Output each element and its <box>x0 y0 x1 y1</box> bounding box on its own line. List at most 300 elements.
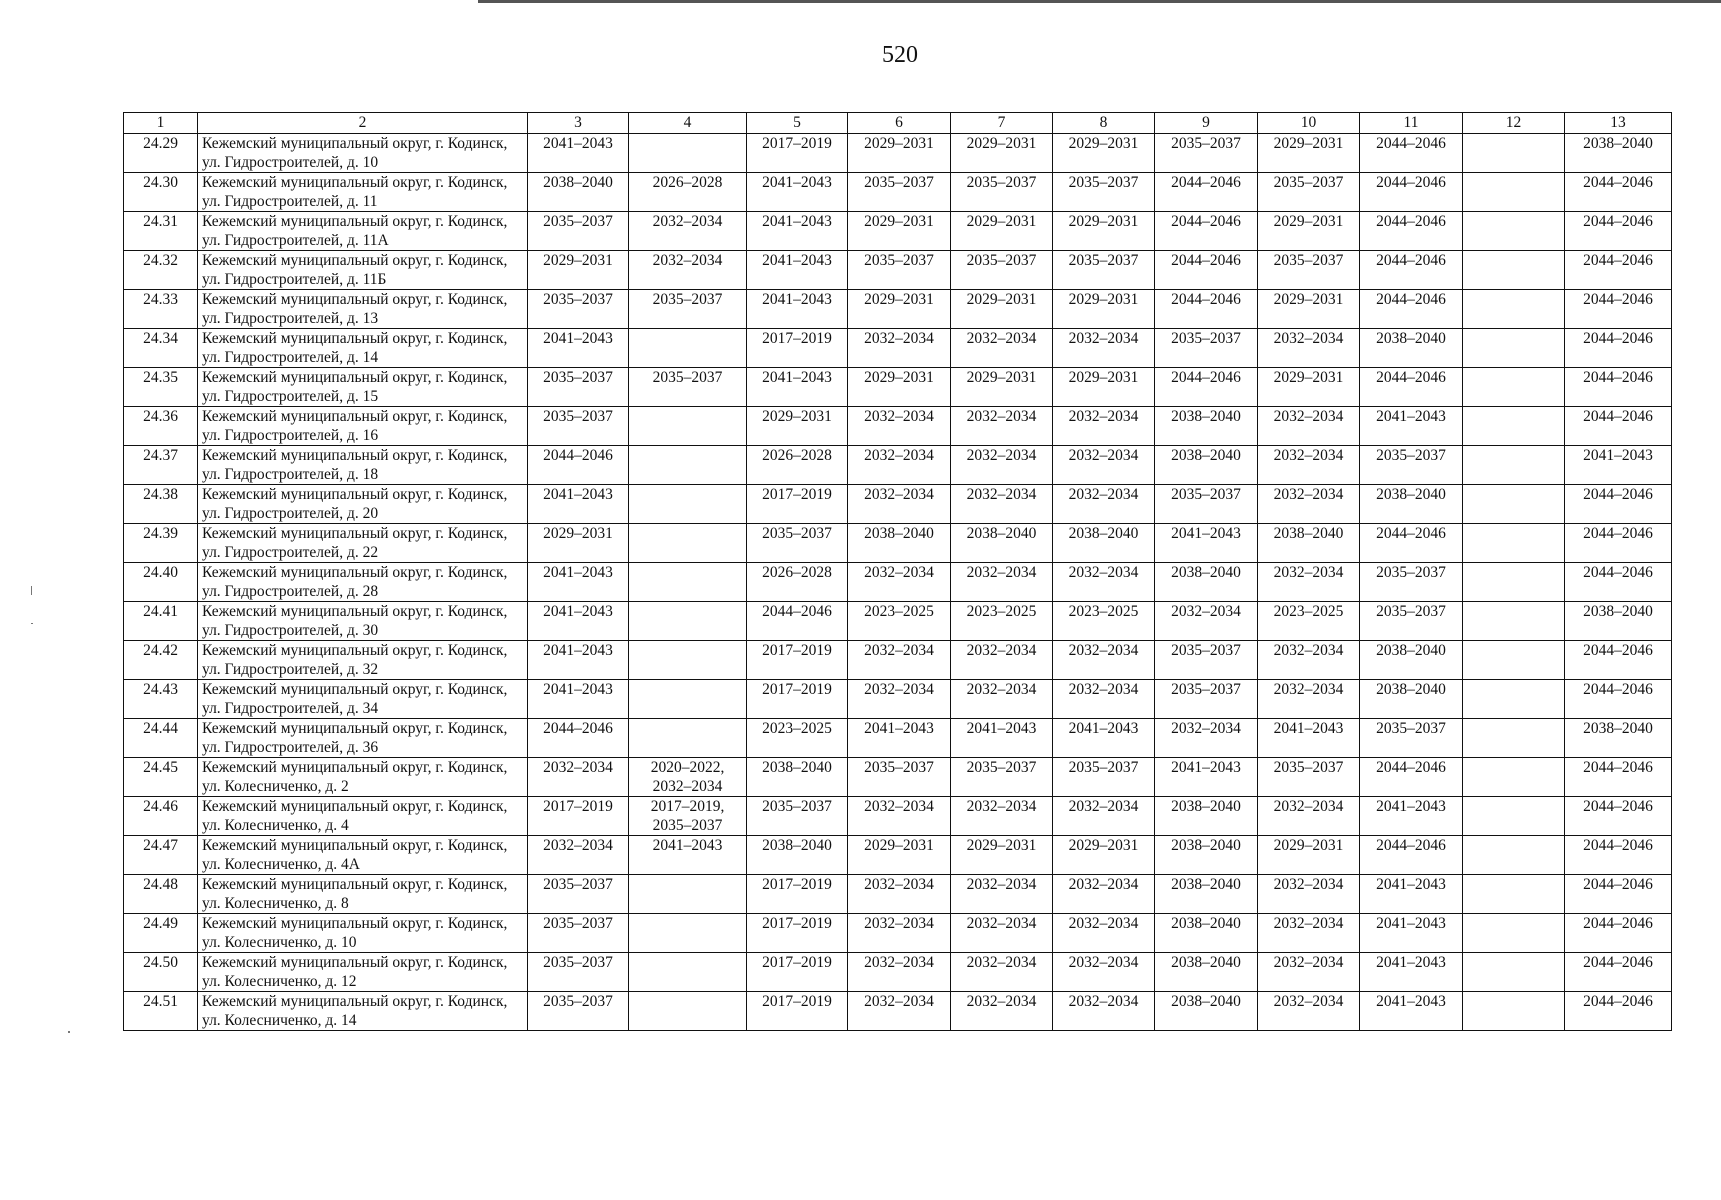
period-cell-col-12 <box>1463 251 1565 290</box>
period-cell-col-6: 2032–2034 <box>848 680 951 719</box>
period-cell-col-9: 2035–2037 <box>1155 485 1258 524</box>
period-cell-col-4 <box>629 446 747 485</box>
period-cell-col-13: 2044–2046 <box>1565 953 1672 992</box>
period-cell-col-13: 2044–2046 <box>1565 368 1672 407</box>
address-cell <box>198 173 528 212</box>
period-cell-col-8: 2035–2037 <box>1053 758 1155 797</box>
period-cell-col-11: 2038–2040 <box>1360 641 1463 680</box>
table-row <box>124 758 1672 797</box>
row-number: 24.33 <box>124 290 198 329</box>
address-cell <box>198 992 528 1031</box>
row-number: 24.29 <box>124 134 198 173</box>
period-cell-col-6: 2029–2031 <box>848 290 951 329</box>
period-cell-col-6: 2032–2034 <box>848 992 951 1031</box>
period-cell-col-12 <box>1463 680 1565 719</box>
period-cell-col-6: 2023–2025 <box>848 602 951 641</box>
period-cell-col-10: 2032–2034 <box>1258 485 1360 524</box>
address-line-1: Кежемский муниципальный округ, г. Кодинск, <box>202 291 508 308</box>
period-cell-col-13: 2044–2046 <box>1565 251 1672 290</box>
period-cell-col-3: 2041–2043 <box>528 641 629 680</box>
column-number-row <box>124 113 1672 134</box>
period-cell-col-3: 2035–2037 <box>528 407 629 446</box>
address-line-2: ул. Гидростроителей, д. 36 <box>202 739 379 756</box>
period-cell-col-11: 2038–2040 <box>1360 485 1463 524</box>
period-cell-col-10: 2035–2037 <box>1258 758 1360 797</box>
address-line-2: ул. Гидростроителей, д. 30 <box>202 622 379 639</box>
period-cell-col-8: 2029–2031 <box>1053 212 1155 251</box>
row-number: 24.49 <box>124 914 198 953</box>
period-cell-col-12 <box>1463 914 1565 953</box>
address-line-1: Кежемский муниципальный округ, г. Кодинск, <box>202 330 508 347</box>
period-cell-col-8: 2035–2037 <box>1053 173 1155 212</box>
period-cell-col-6: 2029–2031 <box>848 368 951 407</box>
address-cell <box>198 602 528 641</box>
address-line-1: Кежемский муниципальный округ, г. Кодинск, <box>202 486 508 503</box>
period-cell-col-7: 2029–2031 <box>951 368 1053 407</box>
period-cell-col-12 <box>1463 329 1565 368</box>
period-cell-col-7: 2032–2034 <box>951 641 1053 680</box>
address-line-2: ул. Гидростроителей, д. 32 <box>202 661 379 678</box>
period-line: 2020–2022, <box>650 759 725 776</box>
period-cell-col-6: 2035–2037 <box>848 758 951 797</box>
period-cell-col-11: 2035–2037 <box>1360 446 1463 485</box>
period-cell-col-5: 2041–2043 <box>747 173 848 212</box>
address-cell <box>198 407 528 446</box>
period-cell-col-8: 2032–2034 <box>1053 992 1155 1031</box>
period-cell-col-4 <box>629 329 747 368</box>
period-cell-col-8: 2038–2040 <box>1053 524 1155 563</box>
period-cell-col-4 <box>629 719 747 758</box>
period-cell-col-12 <box>1463 368 1565 407</box>
period-cell-col-13: 2044–2046 <box>1565 524 1672 563</box>
period-line: 2017–2019, <box>650 798 725 815</box>
period-cell-col-10: 2029–2031 <box>1258 368 1360 407</box>
period-cell-col-13: 2044–2046 <box>1565 173 1672 212</box>
period-cell-col-8: 2032–2034 <box>1053 875 1155 914</box>
column-header-13: 13 <box>1565 113 1672 134</box>
period-cell-col-5: 2017–2019 <box>747 329 848 368</box>
period-cell-col-13: 2044–2046 <box>1565 407 1672 446</box>
address-line-2: ул. Гидростроителей, д. 13 <box>202 310 379 327</box>
period-cell-col-10: 2032–2034 <box>1258 953 1360 992</box>
period-cell-col-12 <box>1463 719 1565 758</box>
data-table <box>123 112 1672 1031</box>
period-cell-col-9: 2041–2043 <box>1155 758 1258 797</box>
address-line-1: Кежемский муниципальный округ, г. Кодинск, <box>202 174 508 191</box>
address-line-2: ул. Колесниченко, д. 12 <box>202 973 357 990</box>
period-cell-col-13: 2044–2046 <box>1565 797 1672 836</box>
period-cell-col-6: 2032–2034 <box>848 875 951 914</box>
table-row <box>124 836 1672 875</box>
period-cell-col-4 <box>629 407 747 446</box>
period-cell-col-7: 2032–2034 <box>951 914 1053 953</box>
period-cell-col-6: 2038–2040 <box>848 524 951 563</box>
period-cell-col-9: 2038–2040 <box>1155 836 1258 875</box>
period-cell-col-9: 2032–2034 <box>1155 719 1258 758</box>
period-cell-col-13: 2044–2046 <box>1565 680 1672 719</box>
period-cell-col-12 <box>1463 602 1565 641</box>
scan-mark <box>31 623 33 624</box>
address-line-2: ул. Гидростроителей, д. 22 <box>202 544 379 561</box>
period-cell-col-12 <box>1463 875 1565 914</box>
period-cell-col-10: 2032–2034 <box>1258 992 1360 1031</box>
period-cell-col-12 <box>1463 953 1565 992</box>
period-cell-col-5: 2041–2043 <box>747 368 848 407</box>
row-number: 24.37 <box>124 446 198 485</box>
period-cell-col-6: 2032–2034 <box>848 641 951 680</box>
period-cell-col-3: 2017–2019 <box>528 797 629 836</box>
period-cell-col-10: 2035–2037 <box>1258 251 1360 290</box>
period-cell-col-11: 2035–2037 <box>1360 602 1463 641</box>
address-line-2: ул. Гидростроителей, д. 10 <box>202 154 379 171</box>
period-cell-col-5: 2026–2028 <box>747 446 848 485</box>
period-cell-col-3: 2035–2037 <box>528 290 629 329</box>
period-cell-col-11: 2044–2046 <box>1360 290 1463 329</box>
period-cell-col-6: 2029–2031 <box>848 836 951 875</box>
table-row <box>124 173 1672 212</box>
period-cell-col-5: 2023–2025 <box>747 719 848 758</box>
period-cell-col-6: 2032–2034 <box>848 485 951 524</box>
period-cell-col-9: 2044–2046 <box>1155 368 1258 407</box>
period-cell-col-7: 2029–2031 <box>951 212 1053 251</box>
period-cell-col-10: 2032–2034 <box>1258 563 1360 602</box>
address-line-1: Кежемский муниципальный округ, г. Кодинск, <box>202 993 508 1010</box>
period-cell-col-6: 2032–2034 <box>848 407 951 446</box>
address-cell <box>198 290 528 329</box>
column-header-1: 1 <box>124 113 198 134</box>
period-cell-col-12 <box>1463 212 1565 251</box>
period-cell-col-11: 2038–2040 <box>1360 680 1463 719</box>
period-cell-col-13: 2044–2046 <box>1565 485 1672 524</box>
period-cell-col-3: 2029–2031 <box>528 524 629 563</box>
period-cell-col-3: 2041–2043 <box>528 602 629 641</box>
period-cell-col-5: 2017–2019 <box>747 134 848 173</box>
period-cell-col-3: 2044–2046 <box>528 446 629 485</box>
table-row <box>124 875 1672 914</box>
address-line-2: ул. Колесниченко, д. 4А <box>202 856 360 873</box>
column-header-10: 10 <box>1258 113 1360 134</box>
row-number: 24.41 <box>124 602 198 641</box>
period-cell-col-7: 2032–2034 <box>951 875 1053 914</box>
address-cell <box>198 797 528 836</box>
period-cell-col-7: 2041–2043 <box>951 719 1053 758</box>
period-cell-col-8: 2032–2034 <box>1053 329 1155 368</box>
table-row <box>124 914 1672 953</box>
period-cell-col-6: 2032–2034 <box>848 914 951 953</box>
period-cell-col-3: 2041–2043 <box>528 329 629 368</box>
address-line-2: ул. Колесниченко, д. 10 <box>202 934 357 951</box>
period-cell-col-5: 2044–2046 <box>747 602 848 641</box>
table-row <box>124 407 1672 446</box>
period-cell-col-11: 2041–2043 <box>1360 992 1463 1031</box>
period-cell-col-9: 2035–2037 <box>1155 134 1258 173</box>
period-cell-col-3: 2041–2043 <box>528 563 629 602</box>
column-header-6: 6 <box>848 113 951 134</box>
period-cell-col-12 <box>1463 485 1565 524</box>
period-cell-col-4 <box>629 914 747 953</box>
address-line-2: ул. Гидростроителей, д. 11Б <box>202 271 387 288</box>
period-cell-col-11: 2041–2043 <box>1360 953 1463 992</box>
address-cell <box>198 641 528 680</box>
period-cell-col-11: 2038–2040 <box>1360 329 1463 368</box>
period-cell-col-8: 2032–2034 <box>1053 914 1155 953</box>
address-line-2: ул. Гидростроителей, д. 14 <box>202 349 379 366</box>
period-cell-col-10: 2029–2031 <box>1258 212 1360 251</box>
address-line-2: ул. Гидростроителей, д. 11А <box>202 232 389 249</box>
period-cell-col-11: 2044–2046 <box>1360 251 1463 290</box>
period-cell-col-5: 2017–2019 <box>747 680 848 719</box>
period-cell-col-11: 2044–2046 <box>1360 173 1463 212</box>
period-cell-col-10: 2041–2043 <box>1258 719 1360 758</box>
period-cell-col-5: 2029–2031 <box>747 407 848 446</box>
period-cell-col-12 <box>1463 290 1565 329</box>
period-cell-col-7: 2029–2031 <box>951 134 1053 173</box>
period-cell-col-4 <box>629 134 747 173</box>
period-cell-col-10: 2038–2040 <box>1258 524 1360 563</box>
period-cell-col-3: 2041–2043 <box>528 680 629 719</box>
table-row <box>124 134 1672 173</box>
address-line-2: ул. Гидростроителей, д. 15 <box>202 388 379 405</box>
address-cell <box>198 914 528 953</box>
address-cell <box>198 251 528 290</box>
address-cell <box>198 212 528 251</box>
period-cell-col-13: 2044–2046 <box>1565 758 1672 797</box>
period-cell-col-4: 2041–2043 <box>629 836 747 875</box>
column-header-8: 8 <box>1053 113 1155 134</box>
address-line-1: Кежемский муниципальный округ, г. Кодинск, <box>202 720 508 737</box>
period-cell-col-13: 2038–2040 <box>1565 602 1672 641</box>
period-cell-col-4: 2026–2028 <box>629 173 747 212</box>
column-header-11: 11 <box>1360 113 1463 134</box>
row-number: 24.44 <box>124 719 198 758</box>
row-number: 24.40 <box>124 563 198 602</box>
period-cell-col-7: 2032–2034 <box>951 407 1053 446</box>
period-cell-col-4: 2032–2034 <box>629 212 747 251</box>
period-cell-col-8: 2032–2034 <box>1053 446 1155 485</box>
table-row <box>124 290 1672 329</box>
period-cell-col-9: 2041–2043 <box>1155 524 1258 563</box>
period-cell-col-13: 2041–2043 <box>1565 446 1672 485</box>
period-cell-col-9: 2038–2040 <box>1155 914 1258 953</box>
address-line-1: Кежемский муниципальный округ, г. Кодинск, <box>202 798 508 815</box>
column-header-4: 4 <box>629 113 747 134</box>
address-line-1: Кежемский муниципальный округ, г. Кодинск, <box>202 915 508 932</box>
period-cell-col-13: 2044–2046 <box>1565 290 1672 329</box>
period-cell-col-9: 2038–2040 <box>1155 563 1258 602</box>
period-cell-col-10: 2029–2031 <box>1258 836 1360 875</box>
period-cell-col-5: 2017–2019 <box>747 914 848 953</box>
period-cell-col-5: 2017–2019 <box>747 641 848 680</box>
period-cell-col-13: 2038–2040 <box>1565 134 1672 173</box>
period-cell-col-7: 2029–2031 <box>951 836 1053 875</box>
top-border-line <box>478 0 1721 3</box>
address-cell <box>198 563 528 602</box>
period-cell-col-3: 2044–2046 <box>528 719 629 758</box>
address-line-2: ул. Гидростроителей, д. 16 <box>202 427 379 444</box>
period-cell-col-11: 2044–2046 <box>1360 368 1463 407</box>
period-cell-col-13: 2044–2046 <box>1565 914 1672 953</box>
column-header-7: 7 <box>951 113 1053 134</box>
period-cell-col-5: 2017–2019 <box>747 992 848 1031</box>
period-cell-col-13: 2044–2046 <box>1565 329 1672 368</box>
period-cell-col-12 <box>1463 173 1565 212</box>
address-line-1: Кежемский муниципальный округ, г. Кодинск, <box>202 954 508 971</box>
period-cell-col-10: 2029–2031 <box>1258 290 1360 329</box>
period-cell-col-7: 2032–2034 <box>951 485 1053 524</box>
address-line-2: ул. Гидростроителей, д. 11 <box>202 193 378 210</box>
row-number: 24.31 <box>124 212 198 251</box>
period-cell-col-9: 2044–2046 <box>1155 290 1258 329</box>
period-cell-col-5: 2038–2040 <box>747 758 848 797</box>
period-cell-col-5: 2041–2043 <box>747 212 848 251</box>
column-header-5: 5 <box>747 113 848 134</box>
period-cell-col-10: 2032–2034 <box>1258 407 1360 446</box>
table-row <box>124 329 1672 368</box>
row-number: 24.30 <box>124 173 198 212</box>
table-row <box>124 680 1672 719</box>
period-cell-col-5: 2041–2043 <box>747 290 848 329</box>
period-cell-col-9: 2035–2037 <box>1155 680 1258 719</box>
period-cell-col-11: 2041–2043 <box>1360 407 1463 446</box>
period-cell-col-8: 2032–2034 <box>1053 797 1155 836</box>
period-cell-col-5: 2017–2019 <box>747 953 848 992</box>
period-cell-col-5: 2017–2019 <box>747 485 848 524</box>
table-row <box>124 602 1672 641</box>
address-line-2: ул. Колесниченко, д. 4 <box>202 817 349 834</box>
period-cell-col-4 <box>629 758 747 797</box>
period-cell-col-12 <box>1463 797 1565 836</box>
period-cell-col-4 <box>629 563 747 602</box>
period-cell-col-7: 2032–2034 <box>951 797 1053 836</box>
period-cell-col-3: 2035–2037 <box>528 992 629 1031</box>
period-cell-col-8: 2029–2031 <box>1053 836 1155 875</box>
period-cell-col-13: 2044–2046 <box>1565 836 1672 875</box>
column-header-3: 3 <box>528 113 629 134</box>
period-cell-col-6: 2035–2037 <box>848 251 951 290</box>
period-cell-col-4 <box>629 875 747 914</box>
column-header-9: 9 <box>1155 113 1258 134</box>
period-cell-col-9: 2038–2040 <box>1155 446 1258 485</box>
period-cell-col-11: 2044–2046 <box>1360 134 1463 173</box>
period-cell-col-9: 2038–2040 <box>1155 875 1258 914</box>
period-cell-col-9: 2038–2040 <box>1155 953 1258 992</box>
period-cell-col-10: 2032–2034 <box>1258 680 1360 719</box>
period-cell-col-9: 2038–2040 <box>1155 407 1258 446</box>
period-cell-col-11: 2044–2046 <box>1360 758 1463 797</box>
period-cell-col-11: 2044–2046 <box>1360 524 1463 563</box>
period-cell-col-9: 2035–2037 <box>1155 641 1258 680</box>
period-cell-col-4 <box>629 680 747 719</box>
period-cell-col-7: 2035–2037 <box>951 758 1053 797</box>
period-cell-col-3: 2032–2034 <box>528 758 629 797</box>
period-cell-col-7: 2032–2034 <box>951 563 1053 602</box>
period-cell-col-10: 2032–2034 <box>1258 914 1360 953</box>
address-line-2: ул. Гидростроителей, д. 20 <box>202 505 379 522</box>
period-cell-col-9: 2038–2040 <box>1155 992 1258 1031</box>
period-cell-col-11: 2041–2043 <box>1360 914 1463 953</box>
period-cell-col-12 <box>1463 992 1565 1031</box>
period-line: 2035–2037 <box>652 817 723 834</box>
period-cell-col-8: 2032–2034 <box>1053 953 1155 992</box>
period-cell-col-7: 2035–2037 <box>951 251 1053 290</box>
period-cell-col-5: 2035–2037 <box>747 524 848 563</box>
table-row <box>124 368 1672 407</box>
scan-mark <box>31 586 32 595</box>
address-line-1: Кежемский муниципальный округ, г. Кодинск, <box>202 408 508 425</box>
period-cell-col-8: 2029–2031 <box>1053 290 1155 329</box>
period-cell-col-6: 2035–2037 <box>848 173 951 212</box>
period-cell-col-7: 2032–2034 <box>951 680 1053 719</box>
address-cell <box>198 485 528 524</box>
period-cell-col-9: 2044–2046 <box>1155 251 1258 290</box>
period-cell-col-10: 2032–2034 <box>1258 797 1360 836</box>
period-cell-col-12 <box>1463 563 1565 602</box>
column-header-12: 12 <box>1463 113 1565 134</box>
period-cell-col-11: 2044–2046 <box>1360 836 1463 875</box>
period-cell-col-13: 2038–2040 <box>1565 719 1672 758</box>
address-line-1: Кежемский муниципальный округ, г. Кодинск, <box>202 525 508 542</box>
period-cell-col-12 <box>1463 836 1565 875</box>
period-cell-col-7: 2029–2031 <box>951 290 1053 329</box>
period-cell-col-10: 2032–2034 <box>1258 641 1360 680</box>
period-cell-col-8: 2023–2025 <box>1053 602 1155 641</box>
row-number: 24.35 <box>124 368 198 407</box>
table-row <box>124 641 1672 680</box>
period-cell-col-13: 2044–2046 <box>1565 212 1672 251</box>
period-cell-col-4 <box>629 992 747 1031</box>
period-cell-col-11: 2041–2043 <box>1360 875 1463 914</box>
row-number: 24.48 <box>124 875 198 914</box>
address-cell <box>198 719 528 758</box>
period-cell-col-5: 2038–2040 <box>747 836 848 875</box>
table-row <box>124 563 1672 602</box>
period-cell-col-3: 2035–2037 <box>528 875 629 914</box>
period-cell-col-8: 2029–2031 <box>1053 134 1155 173</box>
address-line-1: Кежемский муниципальный округ, г. Кодинск, <box>202 447 508 464</box>
address-cell <box>198 446 528 485</box>
address-line-1: Кежемский муниципальный округ, г. Кодинск, <box>202 252 508 269</box>
period-cell-col-13: 2044–2046 <box>1565 641 1672 680</box>
address-line-1: Кежемский муниципальный округ, г. Кодинск, <box>202 135 508 152</box>
address-line-1: Кежемский муниципальный округ, г. Кодинск, <box>202 681 508 698</box>
period-cell-col-4: 2035–2037 <box>629 368 747 407</box>
table-row <box>124 251 1672 290</box>
period-cell-col-3: 2035–2037 <box>528 368 629 407</box>
table-row <box>124 524 1672 563</box>
period-cell-col-6: 2032–2034 <box>848 446 951 485</box>
address-line-2: ул. Гидростроителей, д. 34 <box>202 700 379 717</box>
table-row <box>124 953 1672 992</box>
address-line-2: ул. Гидростроителей, д. 28 <box>202 583 379 600</box>
period-cell-col-3: 2038–2040 <box>528 173 629 212</box>
period-cell-col-7: 2035–2037 <box>951 173 1053 212</box>
period-cell-col-7: 2032–2034 <box>951 446 1053 485</box>
period-cell-col-6: 2032–2034 <box>848 329 951 368</box>
address-line-2: ул. Колесниченко, д. 8 <box>202 895 349 912</box>
period-cell-col-9: 2044–2046 <box>1155 212 1258 251</box>
period-cell-col-4 <box>629 797 747 836</box>
period-cell-col-8: 2032–2034 <box>1053 641 1155 680</box>
period-cell-col-6: 2032–2034 <box>848 953 951 992</box>
row-number: 24.45 <box>124 758 198 797</box>
period-cell-col-6: 2032–2034 <box>848 797 951 836</box>
period-cell-col-6: 2041–2043 <box>848 719 951 758</box>
table-body <box>124 134 1672 1031</box>
period-cell-col-10: 2035–2037 <box>1258 173 1360 212</box>
period-cell-col-7: 2032–2034 <box>951 329 1053 368</box>
address-cell <box>198 680 528 719</box>
period-cell-col-13: 2044–2046 <box>1565 875 1672 914</box>
